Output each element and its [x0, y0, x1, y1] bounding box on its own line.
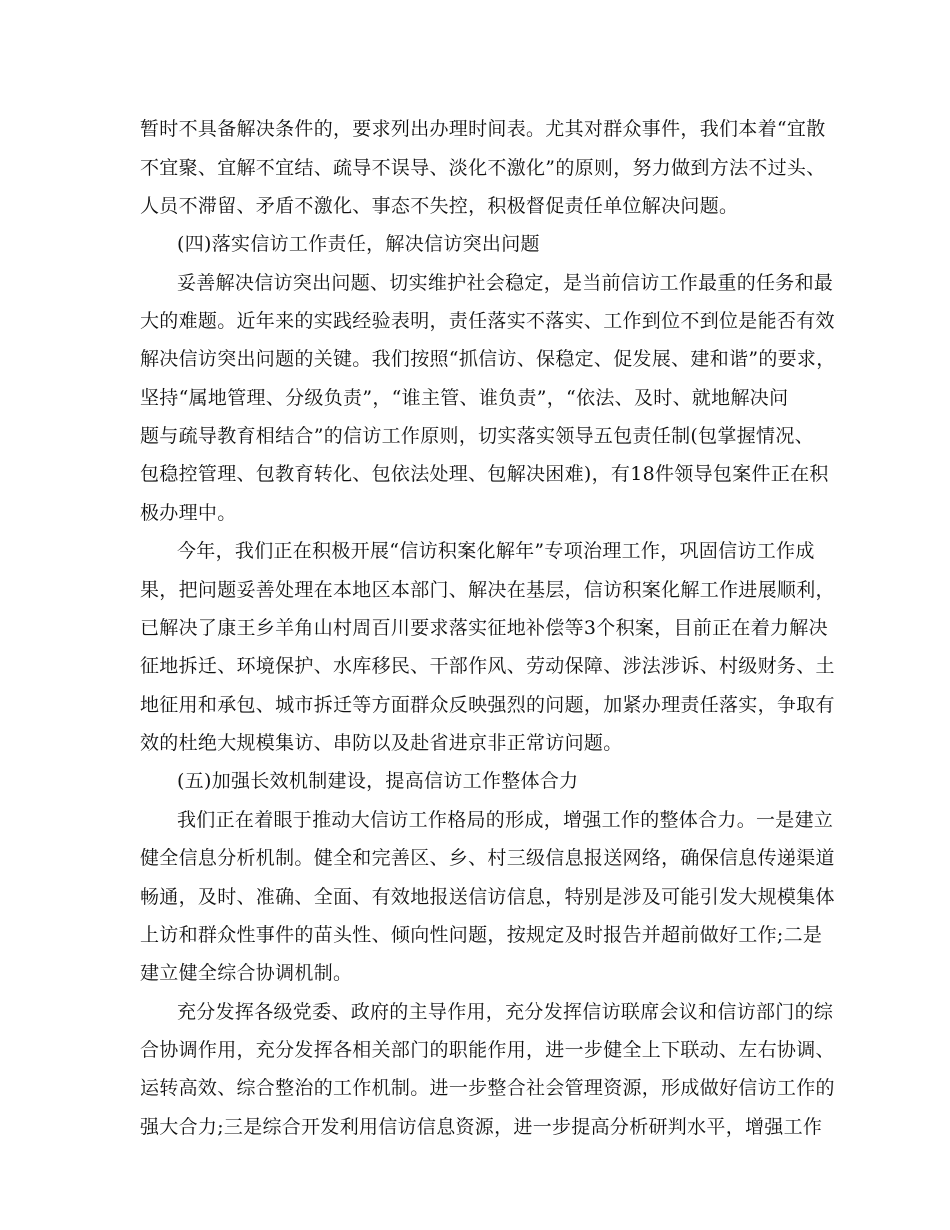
paragraph-line: 强大合力;三是综合开发利用信访信息资源，进一步提高分析研判水平，增强工作	[140, 1116, 823, 1138]
paragraph-line: 畅通，及时、准确、全面、有效地报送信访信息，特别是涉及可能引发大规模集体	[140, 886, 835, 908]
paragraph-line: 不宜聚、宜解不宜结、疏导不误导、淡化不激化”的原则，努力做到方法不过头、	[140, 157, 826, 179]
paragraph-line: 效的杜绝大规模集访、串防以及赴省进京非正常访问题。	[140, 732, 623, 754]
paragraph-line: 果，把问题妥善处理在本地区本部门、解决在基层，信访积案化解工作进展顺利，	[140, 579, 835, 601]
paragraph-line: 包稳控管理、包教育转化、包依法处理、包解决困难)，有18件领导包案件正在积	[140, 463, 829, 485]
paragraph-line: 暂时不具备解决条件的，要求列出办理时间表。尤其对群众事件，我们本着“宜散	[140, 118, 826, 140]
paragraph-line: 已解决了康王乡羊角山村周百川要求落实征地补偿等3个积案，目前正在着力解决	[140, 617, 828, 639]
paragraph-line: 大的难题。近年来的实践经验表明，责任落实不落实、工作到位不到位是能否有效	[140, 310, 835, 332]
paragraph-line: 我们正在着眼于推动大信访工作格局的形成，增强工作的整体合力。一是建立	[177, 809, 834, 831]
paragraph-line: 人员不滞留、矛盾不激化、事态不失控，积极督促责任单位解决问题。	[140, 195, 739, 217]
paragraph-line: 极办理中。	[140, 502, 237, 524]
paragraph-line: 妥善解决信访突出问题、切实维护社会稳定，是当前信访工作最重的任务和最	[177, 272, 834, 294]
section-heading: (四)落实信访工作责任，解决信访突出问题	[177, 233, 540, 255]
paragraph-line: 充分发挥各级党委、政府的主导作用，充分发挥信访联席会议和信访部门的综	[177, 1001, 834, 1023]
paragraph-line: 征地拆迁、环境保护、水库移民、干部作风、劳动保障、涉法涉诉、村级财务、土	[140, 655, 835, 677]
section-heading: (五)加强长效机制建设，提高信访工作整体合力	[177, 770, 579, 792]
paragraph-line: 题与疏导教育相结合”的信访工作原则，切实落实领导五包责任制(包掌握情况、	[140, 425, 814, 447]
paragraph-line: 上访和群众性事件的苗头性、倾向性问题，按规定及时报告并超前做好工作;二是	[140, 924, 823, 946]
paragraph-line: 建立健全综合协调机制。	[140, 962, 353, 984]
paragraph-line: 解决信访突出问题的关键。我们按照“抓信访、保稳定、促发展、建和谐”的要求，	[140, 348, 836, 370]
paragraph-line: 运转高效、综合整治的工作机制。进一步整合社会管理资源，形成做好信访工作的	[140, 1077, 835, 1099]
paragraph-line: 合协调作用，充分发挥各相关部门的职能作用，进一步健全上下联动、左右协调、	[140, 1039, 835, 1061]
paragraph-line: 今年，我们正在积极开展“信访积案化解年”专项治理工作，巩固信访工作成	[177, 540, 815, 562]
paragraph-line: 健全信息分析机制。健全和完善区、乡、村三级信息报送网络，确保信息传递渠道	[140, 847, 835, 869]
paragraph-line: 地征用和承包、城市拆迁等方面群众反映强烈的问题，加紧办理责任落实，争取有	[140, 694, 835, 716]
paragraph-line: 坚持“属地管理、分级负责”，“谁主管、谁负责”，“依法、及时、就地解决问	[140, 387, 789, 409]
